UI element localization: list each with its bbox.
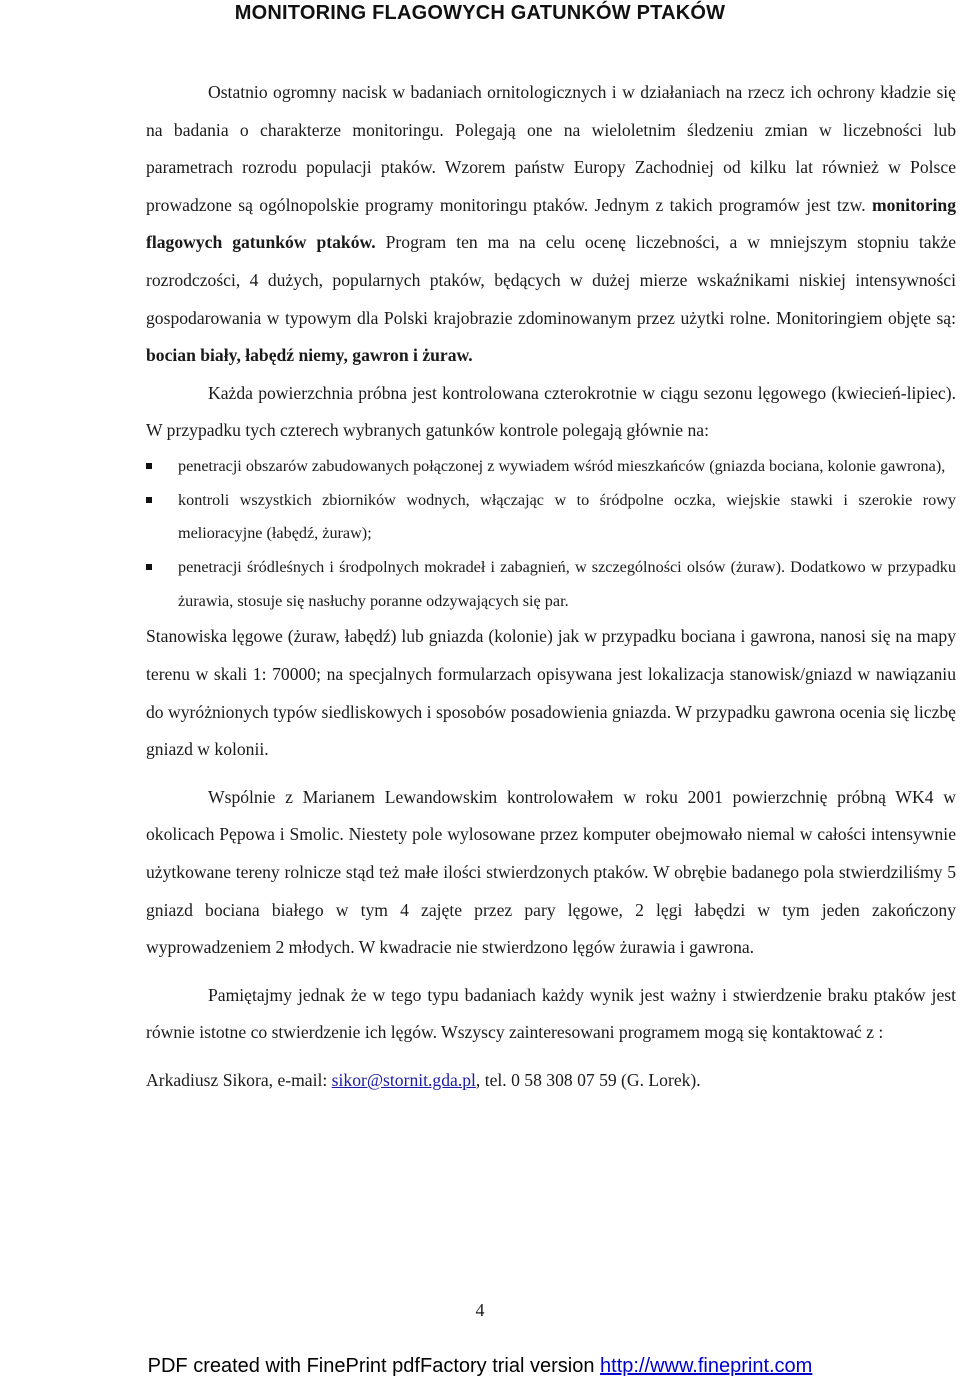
list-item: kontroli wszystkich zbiorników wodnych, włączając w to śródpolne oczka, wiejskie stawki i szerokie rowy melioracyjne (łabędź, żuraw); bbox=[146, 484, 956, 551]
paragraph-closing: Pamiętajmy jednak że w tego typu badaniach każdy wynik jest ważny i stwierdzenie braku ptaków jest równie istotne co stwierdzenie ich lęgów. Wszyscy zainteresowani programem mogą się kontaktować z : bbox=[146, 984, 956, 1043]
fineprint-link[interactable]: http://www.fineprint.com bbox=[600, 1355, 813, 1377]
program-name: monitoring flagowych gatunków ptaków. bbox=[146, 194, 956, 253]
list-item: penetracji śródleśnych i środpolnych mokradeł i zabagnień, w szczególności olsów (żuraw). Dodatkowo w przypadku żurawia, stosuje się nasłuchy poranne odzywających się par. bbox=[146, 551, 956, 618]
square-bullet-icon bbox=[146, 463, 152, 469]
page-header: MONITORING FLAGOWYCH GATUNKÓW PTAKÓW bbox=[234, 2, 726, 24]
paragraph-mapping: Stanowiska lęgowe (żuraw, łabędź) lub gniazda (kolonie) jak w przypadku bociana i gawrona, nanosi się na mapy terenu w skali 1: 70000; na specjalnych formularzach opisywana jest lokalizacja stanowisk/gniazd w nawiązaniu do wyróżnionych typów siedliskowych i sposobów posadowienia gniazda. W przypadku gawrona ocenia się liczbę gniazd w kolonii. bbox=[146, 626, 956, 760]
intro-text-cont: Program ten ma na celu ocenę liczebności, a w mniejszym stopniu także rozrodczości, 4 dużych, popularnych ptaków, będących w dużej mierze wskaźnikami niskiej intensywności gospodarowania w typowym dla Polski krajobrazie zdominowanym przez użytki rolne. Monitoringiem objęte są: bbox=[146, 232, 957, 328]
paragraph-controls: Każda powierzchnia próbna jest kontrolowana czterokrotnie w ciągu sezonu lęgowego (kwiecień-lipiec). W przypadku tych czterech wybranych gatunków kontrole polegają głównie na: bbox=[146, 382, 956, 441]
square-bullet-icon bbox=[146, 564, 152, 570]
document-body bbox=[146, 74, 956, 1100]
species-list: bocian biały, łabędź niemy, gawron i żuraw. bbox=[146, 345, 473, 366]
paragraph-intro bbox=[146, 74, 956, 375]
email-link[interactable]: sikor@stornit.gda.pl bbox=[331, 1069, 476, 1090]
list-item: penetracji obszarów zabudowanych połączonej z wywiadem wśród mieszkańców (gniazda bociana, kolonie gawrona), bbox=[146, 450, 956, 484]
pdf-footer: PDF created with FinePrint pdfFactory trial version http://www.fineprint.com bbox=[147, 1355, 813, 1377]
control-methods-list bbox=[146, 450, 956, 619]
page-number: 4 bbox=[475, 1300, 485, 1320]
paragraph-results: Wspólnie z Marianem Lewandowskim kontrolowałem w roku 2001 powierzchnię próbną WK4 w okolicach Pępowa i Smolic. Niestety pole wylosowane przez komputer obejmowało niemal w całości intensywnie użytkowane tereny rolnicze stąd też małe ilości stwierdzonych ptaków. W obrębie badanego pola stwierdziliśmy 5 gniazd bociana białego w tym 4 zajęte przez pary lęgowe, 2 lęgi łabędzi w tym jeden zakończony wyprowadzeniem 2 młodych. W kwadracie nie stwierdzono lęgów żurawia i gawrona. bbox=[146, 786, 956, 958]
intro-text: Ostatnio ogromny nacisk w badaniach ornitologicznych i w działaniach na rzecz ich ochrony kładzie się na badania o charakterze monitoringu. Polegają one na wieloletnim śledzeniu zmian w liczebności lub parametrach rozrodu populacji ptaków. Wzorem państw Europy Zachodniej od kilku lat również w Polsce prowadzone są ogólnopolskie programy monitoringu ptaków. Jednym z takich programów jest tzw. bbox=[146, 82, 956, 215]
contact-line: Arkadiusz Sikora, e-mail: sikor@stornit.gda.pl, tel. 0 58 308 07 59 (G. Lorek). bbox=[146, 1069, 701, 1090]
square-bullet-icon bbox=[146, 497, 152, 503]
